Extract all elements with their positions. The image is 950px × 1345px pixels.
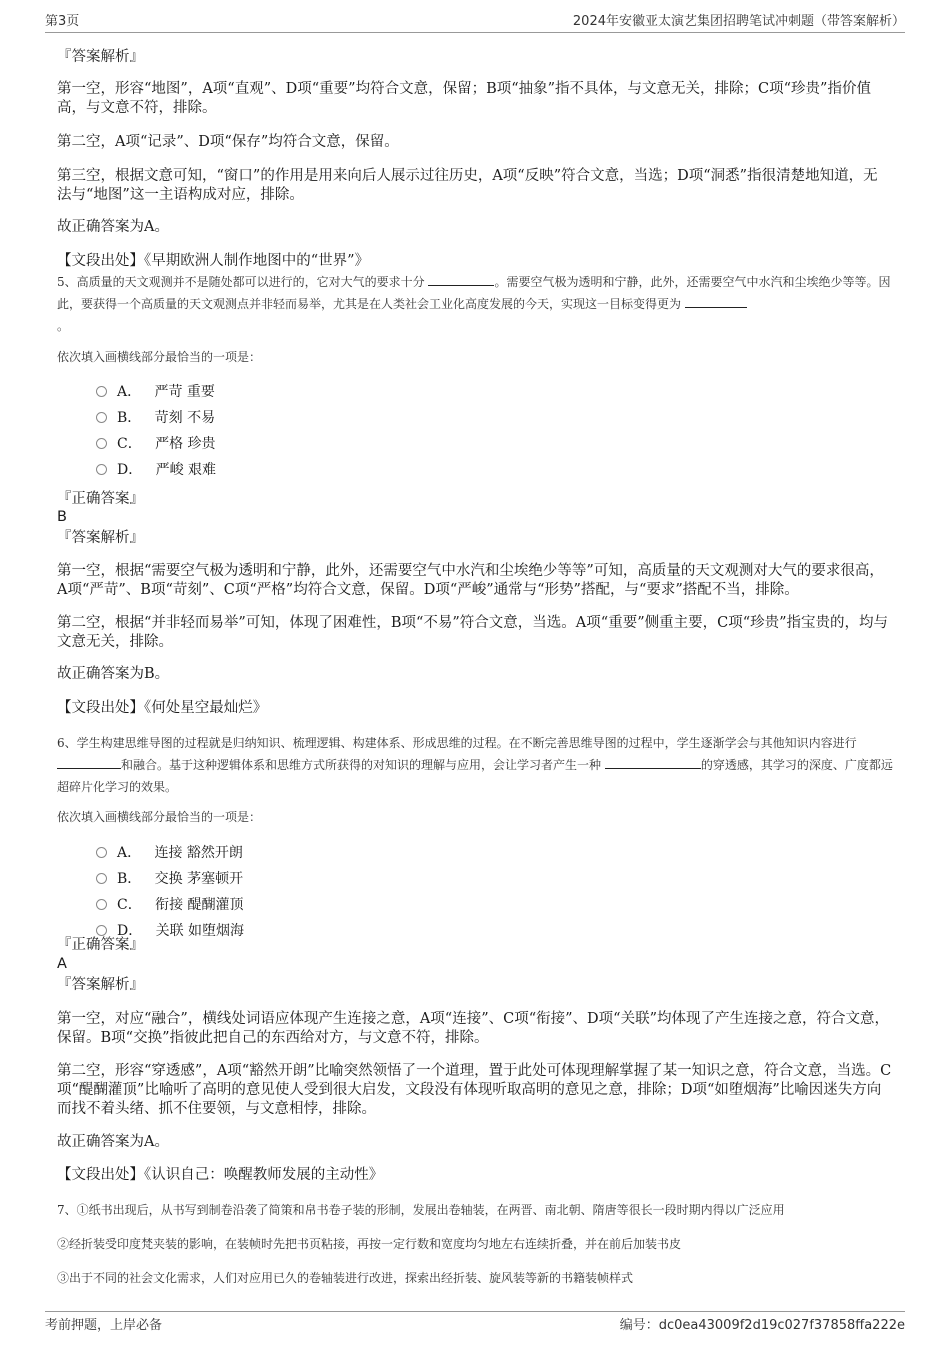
q5-stem-part2: 。需要空气极为透明和宁静，此外，还需要空气中水汽和尘埃绝少等等。因此，要获得一个高质量的天文观测点并非轻而易举，尤其是在人类社会工业化高度发展的今天，实现这一目标变得更为: [57, 275, 891, 311]
radio-icon[interactable]: [96, 873, 107, 884]
footer-code-value: dc0ea43009f2d19c027f37858ffa222e: [658, 1318, 905, 1333]
q5-source-title: 《何处星空最灿烂》: [144, 700, 268, 716]
q6-option-a[interactable]: [96, 843, 243, 863]
radio-icon[interactable]: [96, 386, 107, 397]
option-text: 严格 珍贵: [155, 436, 216, 452]
q6-option-c[interactable]: [96, 895, 244, 915]
option-letter: C．: [117, 436, 142, 452]
q6-blank2-analysis: 第二空，形容“穿透感”，A项“豁然开朗”比喻突然领悟了一个道理，置于此处可体现理解掌握了某一知识之意，符合文意，当选。C项“醍醐灌顶”比喻听了高明的意见使人受到很大启发，文段没有体现听取高明的意见之意，排除；D项“如堕烟海”比喻因迷失方向而找不着头绪、抓不住要领，与文意相悖，排除。: [57, 1063, 892, 1117]
option-text: 交换 茅塞顿开: [154, 871, 244, 887]
q7-statement-2: ②经折装受印度梵夹装的影响，在装帧时先把书页粘接，再按一定行数和宽度均匀地左右连续折叠，并在前后加装书皮: [57, 1237, 682, 1251]
q5-answer-label: 『正确答案』: [57, 491, 144, 507]
q5-stem: [57, 271, 897, 337]
q5-option-a[interactable]: [96, 382, 215, 402]
option-letter: A．: [117, 384, 142, 400]
q4-source-label: 【文段出处】: [57, 253, 144, 269]
q6-prompt: 依次填入画横线部分最恰当的一项是：: [57, 810, 262, 824]
option-letter: C．: [117, 897, 142, 913]
q6-stem-part3: 的穿透感，其学习的深度、广度都远超碎片化学习的效果。: [57, 758, 893, 794]
q6-stem: [57, 732, 897, 798]
radio-icon[interactable]: [96, 412, 107, 423]
q6-source-label: 【文段出处】: [57, 1167, 144, 1183]
document-title: 2024年安徽亚太演艺集团招聘笔试冲刺题（带答案解析）: [572, 14, 905, 29]
option-letter: B．: [117, 410, 142, 426]
q4-blank3-analysis: 第三空，根据文意可知，“窗口”的作用是用来向后人展示过往历史，A项“反映”符合文意，当选；D项“洞悉”指很清楚地知道，无法与“地图”这一主语构成对应，排除。: [57, 168, 878, 203]
option-letter: A．: [117, 845, 142, 861]
q6-source-title: 《认识自己：唤醒教师发展的主动性》: [144, 1167, 384, 1183]
option-text: 苛刻 不易: [154, 410, 216, 426]
option-text: 连接 豁然开朗: [154, 845, 243, 861]
q6-answer-label: 『正确答案』: [57, 937, 144, 953]
option-text: 严苛 重要: [154, 384, 215, 400]
q5-answer: B: [57, 509, 67, 525]
q4-source: [57, 252, 892, 271]
q4-analysis-label: 『答案解析』: [57, 49, 144, 65]
option-letter: D．: [117, 462, 143, 478]
radio-icon[interactable]: [96, 464, 107, 475]
footer-slogan: 考前押题，上岸必备: [45, 1318, 163, 1333]
header-divider: [45, 32, 905, 33]
q6-option-b[interactable]: [96, 869, 243, 889]
q6-stem-part1: 6、学生构建思维导图的过程就是归纳知识、梳理逻辑、构建体系、形成思维的过程。在不断完善思维导图的过程中，学生逐渐学会与其他知识内容进行: [57, 736, 857, 750]
q6-blank-2: [605, 756, 701, 769]
q5-option-c[interactable]: [96, 434, 216, 454]
q4-source-title: 《早期欧洲人制作地图中的“世界”》: [144, 253, 370, 269]
page-number: 第3页: [45, 14, 80, 29]
q6-blank1-analysis: 第一空，对应“融合”，横线处词语应体现产生连接之意，A项“连接”、C项“衔接”、D项“关联”均体现了产生连接之意，符合文意，保留。B项“交换”指彼此把自己的东西给对方，与文意不符，排除。: [57, 1011, 889, 1046]
radio-icon[interactable]: [96, 438, 107, 449]
q5-source-label: 【文段出处】: [57, 700, 144, 716]
q5-conclusion: 故正确答案为B。: [57, 666, 170, 682]
q5-blank-2: [685, 295, 747, 308]
q5-blank1-analysis: 第一空，根据“需要空气极为透明和宁静，此外，还需要空气中水汽和尘埃绝少等等”可知，高质量的天文观测对大气的要求很高，A项“严苛”、B项“苛刻”、C项“严格”均符合文意，保留。D项“严峻”通常与“形势”搭配，与“要求”搭配不当，排除。: [57, 563, 884, 598]
q5-blank2-analysis: 第二空，根据“并非轻而易举”可知，体现了困难性，B项“不易”符合文意，当选。A项“重要”侧重主要，C项“珍贵”指宝贵的，均与文意无关，排除。: [57, 615, 889, 650]
q4-blank1-analysis: 第一空，形容“地图”，A项“直观”、D项“重要”均符合文意，保留；B项“抽象”指不具体，与文意无关，排除；C项“珍贵”指价值高，与文意不符，排除。: [57, 81, 871, 116]
footer-code: [620, 1314, 905, 1333]
footer-code-label: 编号：: [619, 1318, 659, 1333]
q5-blank-1: [428, 273, 494, 286]
q7-statement-3: ③出于不同的社会文化需求，人们对应用已久的卷轴装进行改进，探索出经折装、旋风装等新的书籍装帧样式: [57, 1271, 634, 1285]
option-letter: D．: [117, 923, 143, 939]
radio-icon[interactable]: [96, 925, 107, 936]
option-text: 关联 如堕烟海: [155, 923, 245, 939]
q4-conclusion: 故正确答案为A。: [57, 219, 169, 235]
option-text: 严峻 艰难: [155, 462, 217, 478]
q5-analysis-label: 『答案解析』: [57, 530, 144, 546]
option-text: 衔接 醍醐灌顶: [155, 897, 244, 913]
q5-stem-part1: 5、高质量的天文观测并不是随处都可以进行的，它对大气的要求十分: [57, 275, 425, 289]
q6-blank-1: [57, 756, 121, 769]
option-letter: B．: [117, 871, 142, 887]
q5-stem-end: 。: [57, 319, 70, 333]
footer-divider: [45, 1311, 905, 1312]
q5-option-b[interactable]: [96, 408, 215, 428]
q6-analysis-label: 『答案解析』: [57, 977, 144, 993]
q5-source: [57, 699, 892, 718]
radio-icon[interactable]: [96, 847, 107, 858]
q6-answer: A: [57, 956, 67, 972]
q7-statement-1: 7、①纸书出现后，从书写到制卷沿袭了简策和帛书卷子装的形制，发展出卷轴装，在两晋、南北朝、隋唐等很长一段时期内得以广泛应用: [57, 1203, 785, 1217]
q6-stem-part2: 和融合。基于这种逻辑体系和思维方式所获得的对知识的理解与应用，会让学习者产生一种: [121, 758, 602, 772]
q6-conclusion: 故正确答案为A。: [57, 1134, 169, 1150]
radio-icon[interactable]: [96, 899, 107, 910]
q4-blank2-analysis: 第二空，A项“记录”、D项“保存”均符合文意，保留。: [57, 134, 399, 150]
q5-option-d[interactable]: [96, 460, 216, 480]
q5-prompt: 依次填入画横线部分最恰当的一项是：: [57, 350, 262, 364]
q6-source: [57, 1166, 892, 1185]
